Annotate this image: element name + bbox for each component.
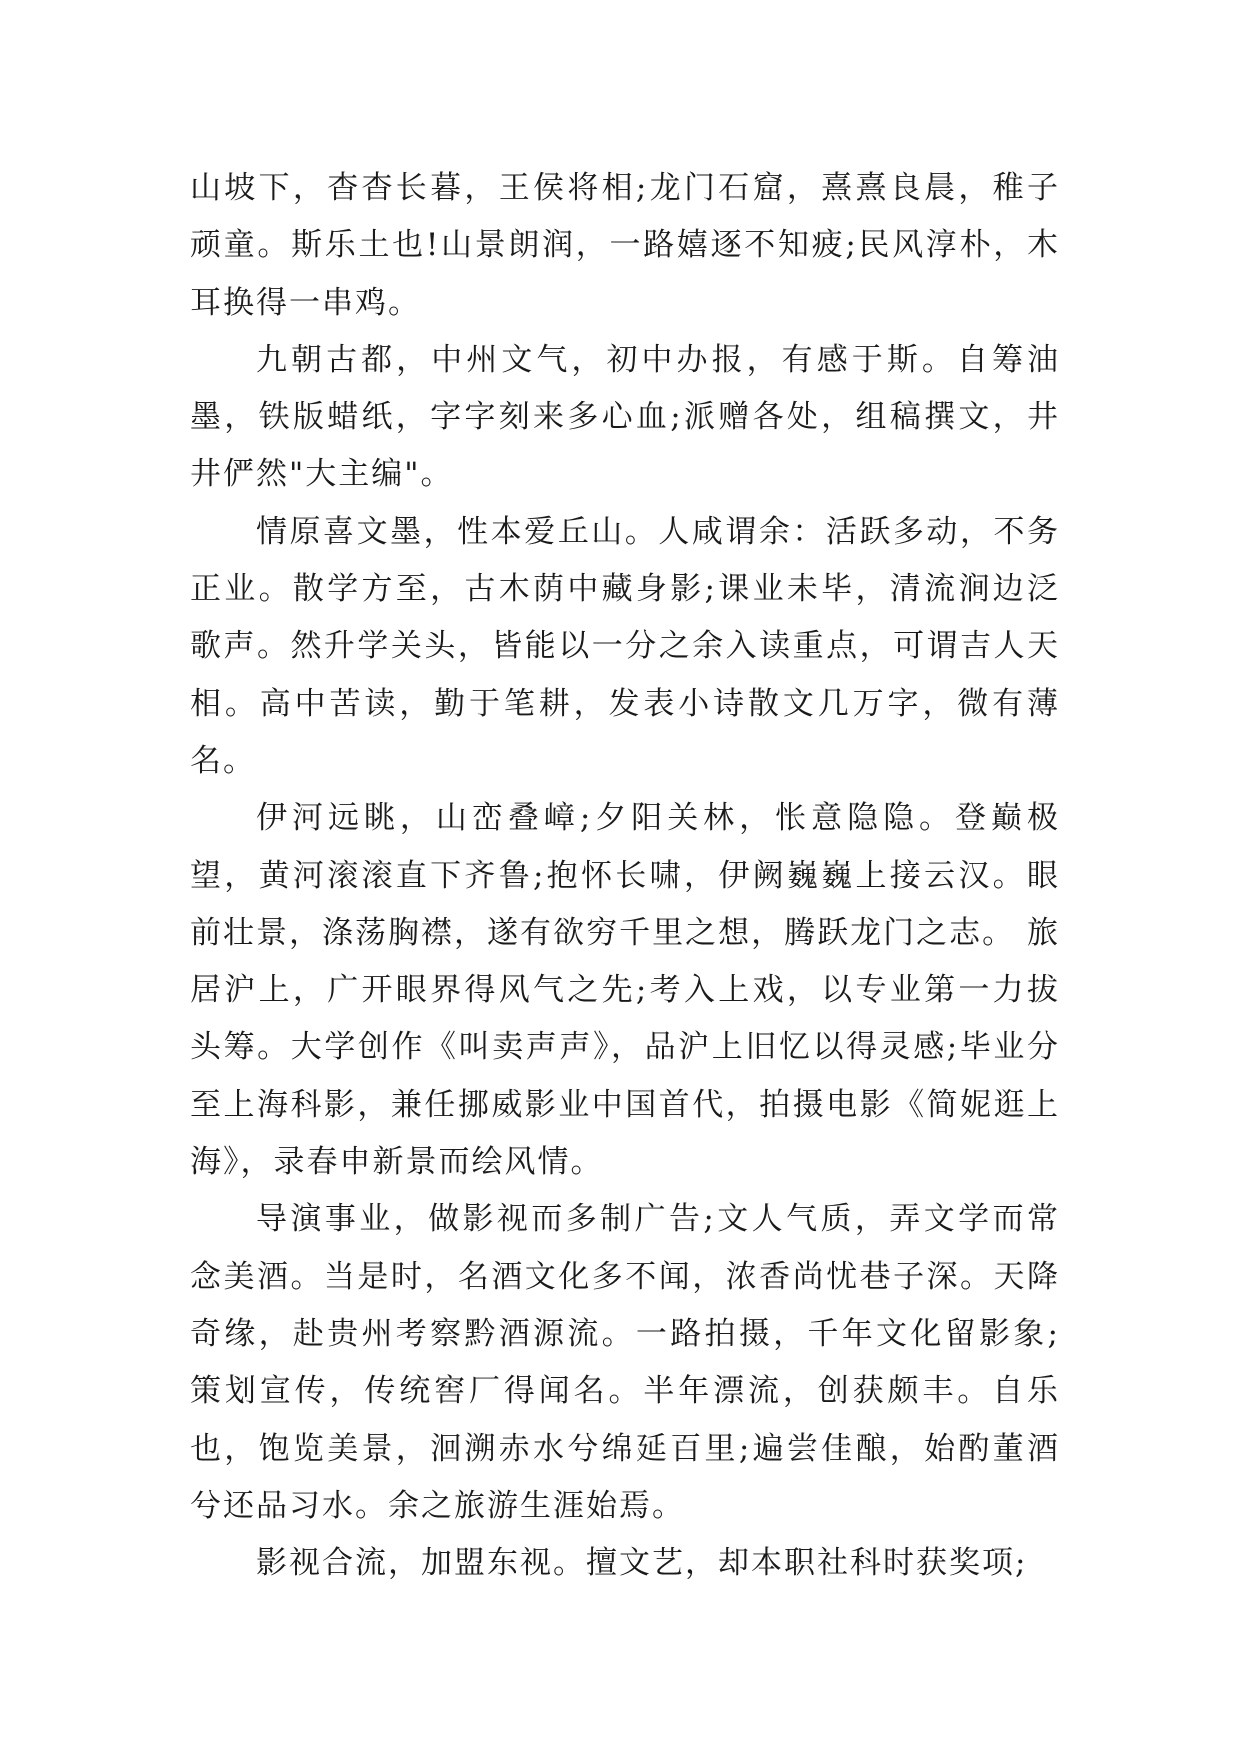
paragraph: 导演事业，做影视而多制广告;文人气质，弄文学而常念美酒。当是时，名酒文化多不闻，浓香尚忧巷子深。天降奇缘，赴贵州考察黔酒源流。一路拍摄，千年文化留影象;策划宣传，传统窖厂得闻名。半年漂流，创获颇丰。自乐也，饱览美景，洄溯赤水兮绵延百里;遍尝佳酿，始酌董酒兮还品习水。余之旅游生涯始焉。 bbox=[190, 1201, 1060, 1524]
paragraph: 山坡下，杳杳长暮，王侯将相;龙门石窟，熹熹良晨，稚子顽童。斯乐土也!山景朗润，一路嬉逐不知疲;民风淳朴，木耳换得一串鸡。 bbox=[190, 170, 1060, 321]
paragraph: 影视合流，加盟东视。擅文艺，却本职社科时获奖项; bbox=[256, 1545, 1028, 1582]
body-text bbox=[190, 160, 1060, 1592]
paragraph: 伊河远眺，山峦叠嶂;夕阳关林，怅意隐隐。登巅极望，黄河滚滚直下齐鲁;抱怀长啸，伊阙巍巍上接云汉。眼前壮景，涤荡胸襟，遂有欲穷千里之想，腾跃龙门之志。 旅居沪上，广开眼界得风气之先;考入上戏，以专业第一力拔头筹。大学创作《叫卖声声》，品沪上旧忆以得灵感;毕业分至上海科影，兼任挪威影业中国首代，拍摄电影《简妮逛上海》，录春申新景而绘风情。 bbox=[190, 800, 1060, 1181]
paragraph: 九朝古都，中州文气，初中办报，有感于斯。自筹油墨，铁版蜡纸，字字刻来多心血;派赠各处，组稿撰文，井井俨然"大主编"。 bbox=[190, 341, 1060, 493]
paragraph: 情原喜文墨，性本爱丘山。人咸谓余：活跃多动，不务正业。散学方至，古木荫中藏身影;课业未毕，清流涧边泛歌声。然升学关头，皆能以一分之余入读重点，可谓吉人天相。高中苦读，勤于笔耕，发表小诗散文几万字，微有薄名。 bbox=[190, 513, 1060, 779]
